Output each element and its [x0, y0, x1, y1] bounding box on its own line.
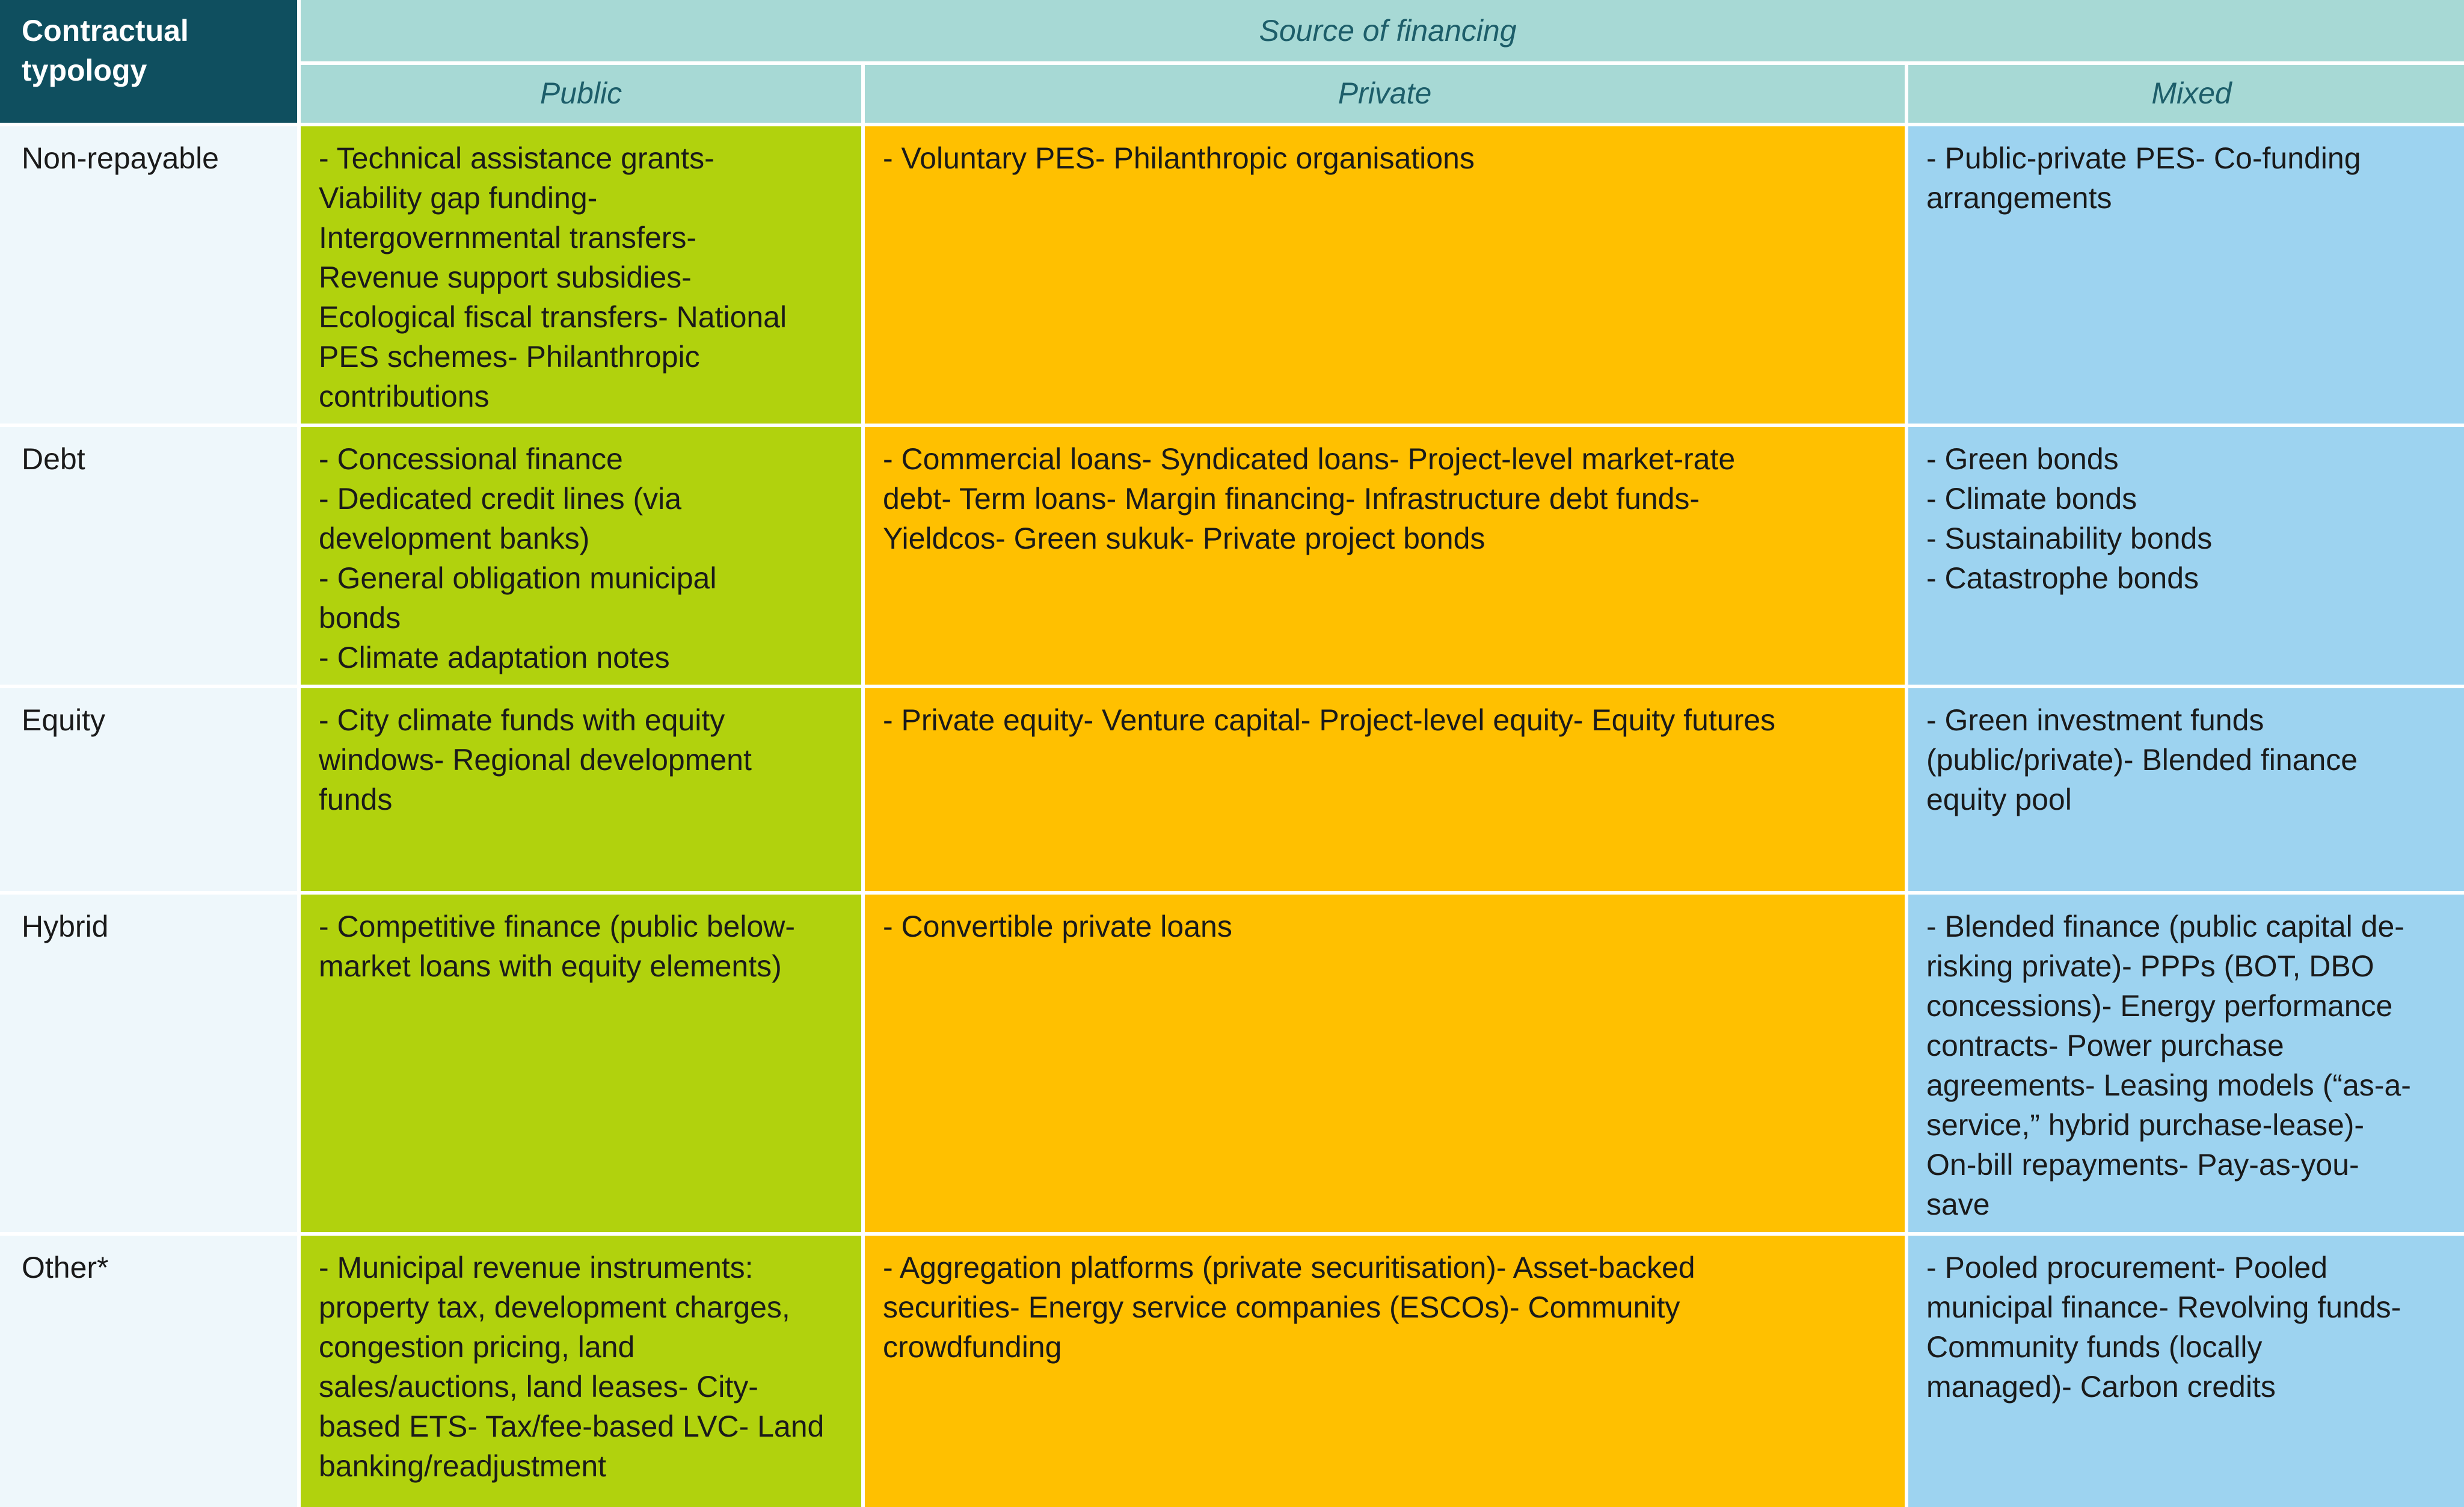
cell-equity-private: - Private equity- Venture capital- Project-level equity- Equity futures	[865, 688, 1905, 891]
cell-other-public: - Municipal revenue instruments: property tax, development charges, congestion pricing, land sales/auctions, land leases- City- based ETS- Tax/fee-based LVC- Land banking/readjustment	[301, 1236, 861, 1507]
corner-header-contractual-typology: Contractual typology	[0, 0, 297, 123]
source-of-financing-header: Source of financing	[301, 0, 2464, 61]
column-header-mixed: Mixed	[1908, 65, 2464, 123]
cell-debt-private: - Commercial loans- Syndicated loans- Project-level market-rate debt- Term loans- Margin financing- Infrastructure debt funds- Yieldcos- Green sukuk- Private project bonds	[865, 427, 1905, 685]
column-header-private: Private	[865, 65, 1905, 123]
cell-non-repayable-public: - Technical assistance grants- Viability gap funding- Intergovernmental transfers- Revenue support subsidies- Ecological fiscal transfers- National PES schemes- Philanthropic contributions	[301, 126, 861, 424]
cell-other-mixed: - Pooled procurement- Pooled municipal finance- Revolving funds- Community funds (locally managed)- Carbon credits	[1908, 1236, 2464, 1507]
cell-debt-public: - Concessional finance - Dedicated credit lines (via development banks) - General obligation municipal bonds - Climate adaptation notes	[301, 427, 861, 685]
row-label-non-repayable: Non-repayable	[0, 126, 297, 424]
row-label-equity: Equity	[0, 688, 297, 891]
cell-non-repayable-mixed: - Public-private PES- Co-funding arrangements	[1908, 126, 2464, 424]
cell-hybrid-private: - Convertible private loans	[865, 895, 1905, 1232]
row-label-other: Other*	[0, 1236, 297, 1507]
cell-equity-mixed: - Green investment funds (public/private)- Blended finance equity pool	[1908, 688, 2464, 891]
cell-debt-mixed: - Green bonds - Climate bonds - Sustainability bonds - Catastrophe bonds	[1908, 427, 2464, 685]
cell-hybrid-public: - Competitive finance (public below- market loans with equity elements)	[301, 895, 861, 1232]
cell-hybrid-mixed: - Blended finance (public capital de- risking private)- PPPs (BOT, DBO concessions)- Energy performance contracts- Power purchase agreements- Leasing models (“as-a- service,” hybrid purchase-lease)- On-bill repayments- Pay-as-you- save	[1908, 895, 2464, 1232]
cell-equity-public: - City climate funds with equity windows- Regional development funds	[301, 688, 861, 891]
column-header-public: Public	[301, 65, 861, 123]
row-label-debt: Debt	[0, 427, 297, 685]
cell-non-repayable-private: - Voluntary PES- Philanthropic organisations	[865, 126, 1905, 424]
row-label-hybrid: Hybrid	[0, 895, 297, 1232]
cell-other-private: - Aggregation platforms (private securitisation)- Asset-backed securities- Energy service companies (ESCOs)- Community crowdfunding	[865, 1236, 1905, 1507]
